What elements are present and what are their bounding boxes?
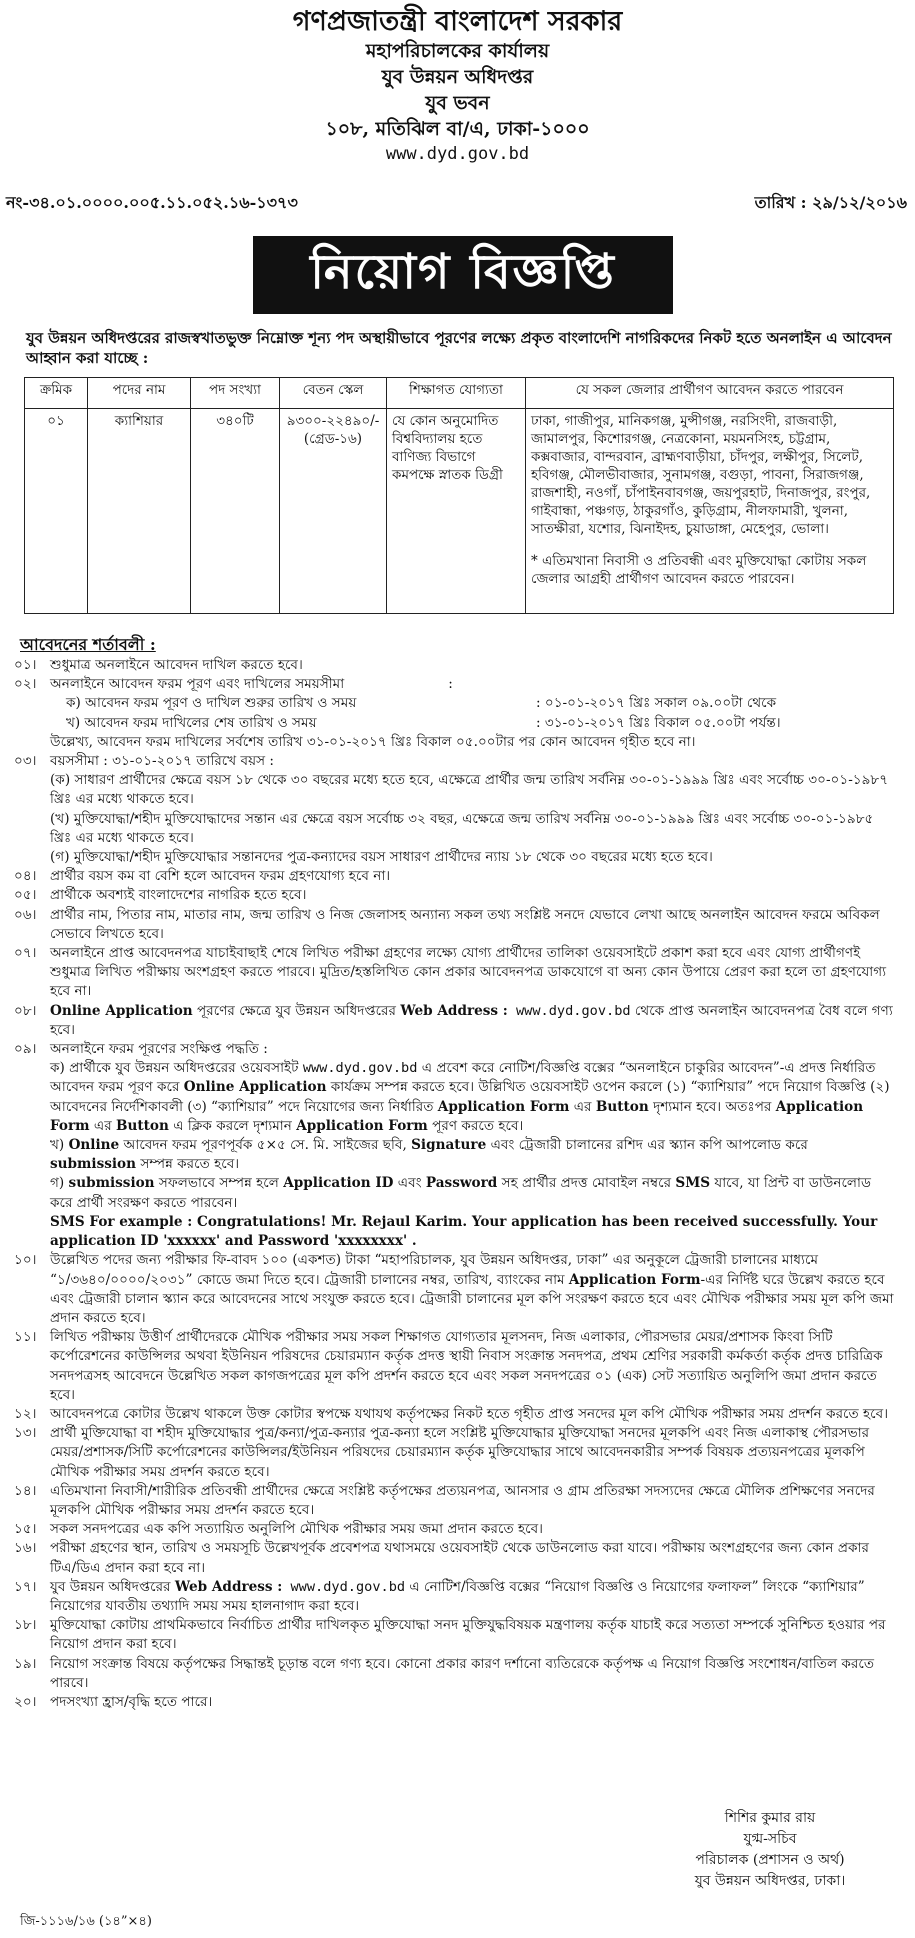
- list-item: ০২। অনলাইনে আবেদন ফরম পূরণ এবং দাখিলের সময়সীমা : ক) আবেদন ফরম পূরণ ও দাখিল শুরুর তারিখ ও সময় : ০১-০১-২০১৭ খ্রিঃ সকাল ০৯.০০টা থেকে খ) আবেদন ফরম দাখিলের শেষ তারিখ ও সময় : ৩১-০১-২০১৭ খ্রিঃ বিকাল ০৫.০০টা পর্যন্ত। উল্লেখ্য, আবেদন ফরম দাখিলের সর্বশেষ তারিখ ৩১-০১-২০১৭ খ্রিঃ বিকাল ০৫.০০টার পর কোন আবেদন গৃহীত হবে না।: [14, 676, 781, 750]
- list-item: ০৮। Online Application পূরণের ক্ষেত্রে যুব উন্নয়ন অধিদপ্তরের Web Address : www.dyd.gov.bd থেকে প্রাপ্ত অনলাইন আবেদনপত্র বৈধ বলে গণ্য হবে।: [14, 1002, 893, 1038]
- list-item: ১৪। এতিমখানা নিবাসী/শারীরিক প্রতিবন্ধী প্রার্থীদের ক্ষেত্রে সংশ্লিষ্ট কর্তৃপক্ষের প্রত্যয়নপত্র, আনসার ও গ্রাম প্রতিরক্ষা সদস্যদের ক্ষেত্রে মৌলিক প্রশিক্ষণের সনদের মূলকপি মৌখিক পরীক্ষার সময় প্রদর্শন করতে হবে।: [14, 1482, 875, 1518]
- address: ১০৮, মতিঝিল বা/এ, ঢাকা-১০০০: [325, 118, 590, 140]
- col-districts: যে সকল জেলার প্রার্থীগণ আবেদন করতে পারবেন: [526, 378, 894, 409]
- pay-scale: ৯৩০০-২২৪৯০/-: [286, 413, 380, 429]
- list-item: ২০। পদসংখ্যা হ্রাস/বৃদ্ধি হতে পারে।: [14, 1693, 213, 1710]
- notice-date: তারিখ : ২৯/১২/২০১৬: [754, 193, 907, 212]
- vacancy-table: [24, 377, 894, 614]
- department-name: যুব উন্নয়ন অধিদপ্তর: [381, 66, 534, 88]
- list-item: ১২। আবেদনপত্রে কোটার উল্লেখ থাকলে উক্ত কোটার স্বপক্ষে যথাযথ কর্তৃপক্ষের নিকট হতে গৃহীত প্রাপ্ত সনদের মূল কপি মৌখিক পরীক্ষার সময় প্রদর্শন করতে হবে।: [14, 1405, 889, 1422]
- col-scale: বেতন স্কেল: [280, 378, 387, 409]
- signatory-role: পরিচালক (প্রশাসন ও অর্থ): [695, 1852, 845, 1868]
- signatory-org: যুব উন্নয়ন অধিদপ্তর, ঢাকা।: [694, 1873, 846, 1889]
- pay-grade: (গ্রেড-১৬): [303, 431, 363, 447]
- list-item: ০৭। অনলাইনে প্রাপ্ত আবেদনপত্র যাচাইবাছাই শেষে লিখিত পরীক্ষা গ্রহণের লক্ষ্যে যোগ্য প্রার্থীদের তালিকা ওয়েবসাইটে প্রকাশ করা হবে এবং যোগ্য প্রার্থীগণই শুধুমাত্র লিখিত পরীক্ষায় অংশগ্রহণ করতে পারবে। মুদ্রিত/হস্তলিখিত কোন প্রকার আবেদনপত্র ডাকযোগে বা অন্য কোন উপায়ে প্রেরণ করা হলে তা গ্রহণযোগ্য হবে না।: [14, 945, 887, 1000]
- table-row: [25, 409, 894, 614]
- list-item: ০৪। প্রার্থীর বয়স কম বা বেশি হলে আবেদন ফরম গ্রহণযোগ্য হবে না।: [14, 868, 391, 885]
- list-item: ১৬। পরীক্ষা গ্রহণের স্থান, তারিখ ও সময়সূচি উল্লেখপূর্বক প্রবেশপত্র যথাসময়ে ওয়েবসাইট থেকে ডাউনলোড করা যাবে। পরীক্ষায় অংশগ্রহণের জন্য কোন প্রকার টিএ/ডিএ প্রদান করা হবে না।: [14, 1540, 869, 1576]
- table-header-row: [25, 378, 894, 409]
- list-item: ০৫। প্রার্থীকে অবশ্যই বাংলাদেশের নাগরিক হতে হবে।: [14, 887, 307, 904]
- col-count: পদ সংখ্যা: [191, 378, 280, 409]
- memo-number: নং-৩৪.০১.০০০০.০০৫.১১.০৫২.১৬-১৩৭৩: [6, 193, 298, 212]
- sms-example: SMS For example : Congratulations! Mr. Rejaul Karim. Your application has been received successfully. Your application ID 'xxxxxx' and Password 'xxxxxxxx' .: [50, 1213, 878, 1250]
- cell-post: ক্যাশিয়ার: [88, 409, 191, 614]
- col-post: পদের নাম: [88, 378, 191, 409]
- cell-scale: [280, 409, 387, 614]
- list-item: ১১। লিখিত পরীক্ষায় উত্তীর্ণ প্রার্থীদেরকে মৌখিক পরীক্ষার সময় সকল শিক্ষাগত যোগ্যতার মূলসনদ, নিজ এলাকার, পৌরসভার মেয়র/প্রশাসক কিংবা সিটি কর্পোরেশনের কাউন্সিলর অথবা ইউনিয়ন পরিষদের চেয়ারম্যান কর্তৃক প্রদত্ত স্থায়ী নিবাস সংক্রান্ত সনদপত্র, প্রথম শ্রেণির সরকারী কর্মকর্তা কর্তৃক প্রদত্ত চারিত্রিক সনদপত্রসহ আবেদনে উল্লেখিত সকল কাগজপত্রের মূল কপি প্রদর্শন করতে হবে এবং সকল সনদপত্রের ০১ (এক) সেট সত্যায়িত অনুলিপি জমা প্রদান করতে হবে।: [14, 1329, 883, 1403]
- memo-row: [6, 190, 907, 217]
- website-link[interactable]: www.dyd.gov.bd: [302, 1060, 418, 1077]
- website-link[interactable]: www.dyd.gov.bd: [282, 1578, 406, 1595]
- footer-code: জি-১১১৬/১৬ (১৪”×৪): [20, 1914, 152, 1929]
- conditions-list: [14, 656, 897, 1712]
- website-link[interactable]: www.dyd.gov.bd: [507, 1002, 631, 1019]
- list-item: ০৩। বয়সসীমা : ৩১-০১-২০১৭ তারিখে বয়স : (ক) সাধারণ প্রার্থীদের ক্ষেত্রে বয়স ১৮ থেকে ৩০ বছরের মধ্যে হতে হবে, এক্ষেত্রে প্রার্থীর জন্ম তারিখ সর্বনিম্ন ৩০-০১-১৯৯৯ খ্রিঃ এবং সর্বোচ্চ ৩০-০১-১৯৮৭ খ্রিঃ এর মধ্যে থাকতে হবে। (খ) মুক্তিযোদ্ধা/শহীদ মুক্তিযোদ্ধাদের সন্তান এর ক্ষেত্রে বয়স সর্বোচ্চ ৩২ বছর, এক্ষেত্রে জন্ম তারিখ সর্বনিম্ন ৩০-০১-১৯৯৯ খ্রিঃ এবং সর্বোচ্চ ৩০-০১-১৯৮৫ খ্রিঃ এর মধ্যে থাকতে হবে। (গ) মুক্তিযোদ্ধা/শহীদ মুক্তিযোদ্ধার সন্তানদের পুত্র-কন্যাদের বয়স সাধারণ প্রার্থীদের ন্যায় ১৮ থেকে ৩০ বছরের মধ্যে হতে হবে।: [14, 753, 889, 866]
- website-link[interactable]: www.dyd.gov.bd: [385, 144, 530, 164]
- col-serial: ক্রমিক: [25, 378, 88, 409]
- signature-block: [650, 1808, 890, 1892]
- cell-serial: ০১: [25, 409, 88, 614]
- list-item: ০৬। প্রার্থীর নাম, পিতার নাম, মাতার নাম, জন্ম তারিখ ও নিজ জেলাসহ অন্যান্য সকল তথ্য সংশ্লিষ্ট সনদে যেভাবে লেখা আছে অনলাইন আবেদন ফরমে অবিকল সেভাবে লিখতে হবে।: [14, 906, 880, 942]
- cell-districts: [526, 409, 894, 614]
- list-item: ০১। শুধুমাত্র অনলাইনে আবেদন দাখিল করতে হবে।: [14, 657, 303, 673]
- district-list: ঢাকা, গাজীপুর, মানিকগঞ্জ, মুন্সীগঞ্জ, নরসিংদী, রাজবাড়ী, জামালপুর, কিশোরগঞ্জ, নেত্রকোনা, ময়মনসিংহ, চট্টগ্রাম, কক্সবাজার, বান্দরবান, ব্রাহ্মণবাড়ীয়া, চাঁদপুর, লক্ষীপুর, সিলেট, হবিগঞ্জ, মৌলভীবাজার, সুনামগঞ্জ, বগুড়া, পাবনা, সিরাজগঞ্জ, রাজশাহী, নওগাঁ, চাঁপাইনবাবগঞ্জ, জয়পুরহাট, দিনাজপুর, রংপুর, গাইবান্ধা, পঞ্চগড়, ঠাকুরগাঁও, কুড়িগ্রাম, নীলফামারী, খুলনা, সাতক্ষীরা, যশোর, ঝিনাইদহ, চুয়াডাঙ্গা, মেহেপুর, ভোলা।: [531, 413, 871, 537]
- col-qualification: শিক্ষাগত যোগ্যতা: [387, 378, 526, 409]
- list-item: ০৯। অনলাইনে ফরম পূরণের সংক্ষিপ্ত পদ্ধতি : ক) প্রার্থীকে যুব উন্নয়ন অধিদপ্তরের ওয়েবসাইট www.dyd.gov.bd এ প্রবেশ করে নোটিশ/বিজ্ঞপ্তি বক্সের “অনলাইনে চাকুরির আবেদন”-এ প্রদত্ত নির্ধারিত আবেদন ফরম পূরণ করে Online Application কার্যক্রম সম্পন্ন করতে হবে। উল্লিখিত ওয়েবসাইট ওপেন করলে (১) “ক্যাশিয়ার” পদে নিয়োগ বিজ্ঞপ্তি (২) আবেদনের নির্দেশিকাবলী (৩) “ক্যাশিয়ার” পদে নিয়োগের জন্য নির্ধারিত Application Form এর Button দৃশ্যমান হবে। অতঃপর Application Form এর Button এ ক্লিক করলে দৃশ্যমান Application Form পূরণ করতে হবে। খ) Online আবেদন ফরম পূরণপূর্বক ৫×৫ সে. মি. সাইজের ছবি, Signature এবং ট্রেজারী চালানের রশিদ এর স্ক্যান কপি আপলোড করে submission সম্পন্ন করতে হবে। গ) submission সফলভাবে সম্পন্ন হলে Application ID এবং Password সহ প্রার্থীর প্রদত্ত মোবাইল নম্বরে SMS যাবে, যা প্রিন্ট বা ডাউনলোড করে প্রার্থী সংরক্ষণ করতে পারবেন। SMS For example : Congratulations! Mr. Rejaul Karim. Your application has been received successfully. Your application ID 'xxxxxx' and Password 'xxxxxxxx' .: [14, 1040, 897, 1251]
- cell-count: ৩৪০টি: [191, 409, 280, 614]
- intro-text: যুব উন্নয়ন অধিদপ্তরের রাজস্বখাতভুক্ত নিম্নোক্ত শূন্য পদ অস্থায়ীভাবে পূরণের লক্ষ্যে প্রকৃত বাংলাদেশি নাগরিকদের নিকট হতে অনলাইন এ আবেদন আহ্বান করা যাচ্ছে :: [26, 329, 892, 367]
- notice-title: নিয়োগ বিজ্ঞপ্তি: [253, 236, 673, 314]
- government-name: গণপ্রজাতন্ত্রী বাংলাদেশ সরকার: [292, 6, 623, 37]
- signatory-name: শিশির কুমার রায়: [724, 1810, 816, 1826]
- building-name: যুব ভবন: [425, 92, 490, 114]
- list-item: ১৯। নিয়োগ সংক্রান্ত বিষয়ে কর্তৃপক্ষের সিদ্ধান্তই চূড়ান্ত বলে গণ্য হবে। কোনো প্রকার কারণ দর্শানো ব্যতিরেকে কর্তৃপক্ষ এ নিয়োগ বিজ্ঞপ্তি সংশোধন/বাতিল করতে পারবে।: [14, 1655, 875, 1691]
- conditions-title: আবেদনের শর্তাবলী :: [20, 635, 156, 654]
- cell-qualification: যে কোন অনুমোদিত বিশ্ববিদ্যালয় হতে বাণিজ্য বিভাগে কমপক্ষে স্নাতক ডিগ্রী: [387, 409, 526, 614]
- list-item: ১৩। প্রার্থী মুক্তিযোদ্ধা বা শহীদ মুক্তিযোদ্ধার পুত্র/কন্যা/পুত্র-কন্যার পুত্র-কন্যা হলে সংশ্লিষ্ট মুক্তিযোদ্ধার মুক্তিযোদ্ধা সনদের মূলকপি এবং নিজ এলাকাস্থ পৌরসভার মেয়র/প্রশাসক/সিটি কর্পোরেশনের কাউন্সিলর/ইউনিয়ন পরিষদের চেয়ারম্যান কর্তৃক মুক্তিযোদ্ধার সাথে আবেদনকারীর সম্পর্ক বিষয়ক প্রত্যয়নপত্রের মূলকপি মৌখিক পরীক্ষার সময় প্রদর্শন করতে হবে।: [14, 1425, 870, 1480]
- letterhead: [0, 6, 915, 166]
- quota-note: * এতিমখানা নিবাসী ও প্রতিবন্ধী এবং মুক্তিযোদ্ধা কোটায় সকল জেলার আগ্রহী প্রার্থীগণ আবেদন করতে পারবেন।: [531, 553, 867, 587]
- list-item: ১৫। সকল সনদপত্রের এক কপি সত্যায়িত অনুলিপি মৌখিক পরীক্ষার সময় জমা প্রদান করতে হবে।: [14, 1521, 544, 1538]
- office-name: মহাপরিচালকের কার্যালয়: [365, 40, 550, 62]
- list-item: ১০। উল্লেখিত পদের জন্য পরীক্ষার ফি-বাবদ ১০০ (একশত) টাকা “মহাপরিচালক, যুব উন্নয়ন অধিদপ্তর, ঢাকা” এর অনুকূলে ট্রেজারী চালানের মাধ্যমে “১/৩৬৪০/০০০০/২০৩১” কোডে জমা দিতে হবে। ট্রেজারী চালানের নম্বর, তারিখ, ব্যাংকের নাম Application Form-এর নির্দিষ্ট ঘরে উল্লেখ করতে হবে এবং ট্রেজারী চালান স্ক্যান করে আবেদনের সাথে সংযুক্ত করতে হবে। ট্রেজারী চালানের মূল কপি সংরক্ষণ করতে হবে এবং মৌখিক পরীক্ষার সময় মূল কপি জমা প্রদান করতে হবে।: [14, 1252, 894, 1326]
- list-item: ১৭। যুব উন্নয়ন অধিদপ্তরের Web Address : www.dyd.gov.bd এ নোটিশ/বিজ্ঞপ্তি বক্সের “নিয়োগ বিজ্ঞপ্তি ও নিয়োগের ফলাফল” লিংকে “ক্যাশিয়ার” নিয়োগের যাবতীয় তথ্যাদি সময় সময় হালনাগাদ করা হবে।: [14, 1578, 865, 1614]
- signatory-designation: যুগ্ম-সচিব: [743, 1831, 797, 1847]
- list-item: ১৮। মুক্তিযোদ্ধা কোটায় প্রাথমিকভাবে নির্বাচিত প্রার্থীর দাখিলকৃত মুক্তিযোদ্ধা সনদ মুক্তিযুদ্ধবিষয়ক মন্ত্রণালয় কর্তৃক যাচাই করে সত্যতা সম্পর্কে সুনিশ্চিত হওয়ার পর নিয়োগ প্রদান করা হবে।: [14, 1617, 886, 1653]
